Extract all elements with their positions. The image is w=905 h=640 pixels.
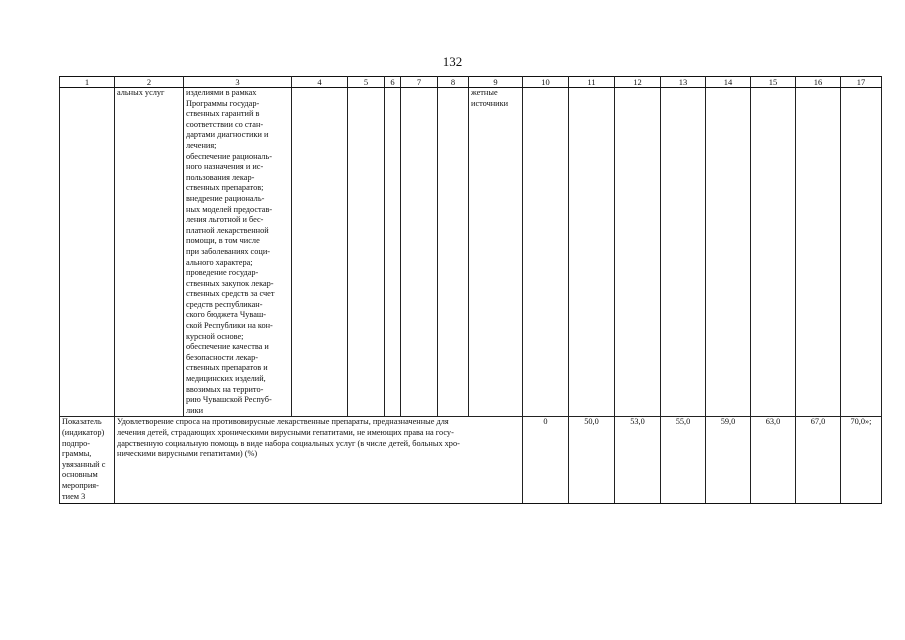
text-line: обеспечение качества и <box>186 342 269 352</box>
text-line: курсной основе; <box>186 331 244 341</box>
row1-col2-text: альных услуг <box>117 88 165 97</box>
row1-col7-cell <box>401 88 438 417</box>
row1-col6-cell <box>385 88 401 417</box>
text-line: увязанный с <box>62 459 106 469</box>
text-line: платной лекарственной <box>186 225 269 235</box>
text-line: Показатель <box>62 417 102 427</box>
text-line: ского бюджета Чуваш- <box>186 310 267 320</box>
row1-col3-cell <box>184 88 292 417</box>
row1-col17-cell <box>841 88 882 417</box>
indicator-value: 53,0 <box>615 417 661 504</box>
header-cell: 6 <box>385 77 401 88</box>
text-line: ственных препаратов; <box>186 183 264 193</box>
indicator-value: 70,0»; <box>841 417 882 504</box>
text-line: ального характера; <box>186 257 253 267</box>
text-line: ных моделей предостав- <box>186 204 273 214</box>
header-cell: 12 <box>615 77 661 88</box>
text-line: Удовлетворение спроса на противовирусные лекарственные препараты, предназначенные для <box>117 417 449 427</box>
program-table <box>59 76 882 504</box>
text-line: лечения; <box>186 140 217 150</box>
indicator-value: 0 <box>523 417 569 504</box>
header-cell: 16 <box>796 77 841 88</box>
header-cell: 4 <box>292 77 348 88</box>
header-cell: 8 <box>438 77 469 88</box>
row1-col3-lines <box>186 88 289 416</box>
header-cell: 14 <box>706 77 751 88</box>
header-cell: 17 <box>841 77 882 88</box>
row1-col10-cell <box>523 88 569 417</box>
text-line: медицинских изделий, <box>186 374 266 384</box>
text-line: средств республикан- <box>186 299 263 309</box>
text-line: (индикатор) <box>62 428 105 437</box>
row1-col13-cell <box>661 88 706 417</box>
text-line: источники <box>471 98 509 108</box>
text-line: ввозимых на террито- <box>186 384 264 394</box>
indicator-value: 59,0 <box>706 417 751 504</box>
text-line: помощи, в том числе <box>186 236 260 246</box>
indicator-description-cell <box>115 417 523 504</box>
page-number: 132 <box>442 54 463 69</box>
text-line: ственных гарантий в <box>186 109 260 119</box>
row1-col8-cell <box>438 88 469 417</box>
row1-col1-cell <box>60 88 115 417</box>
header-cell: 15 <box>751 77 796 88</box>
row1-col2-cell <box>115 88 184 417</box>
text-line: изделиями в рамках <box>186 88 257 97</box>
text-line: дарственную социальную помощь в виде набора социальных услуг (в числе детей, больных хро- <box>117 438 460 448</box>
text-line: ственных препаратов и <box>186 363 268 373</box>
text-line: жетные <box>471 88 498 97</box>
row1-col4-cell <box>292 88 348 417</box>
row1-col5-cell <box>348 88 385 417</box>
header-cell: 1 <box>60 77 115 88</box>
indicator-value: 63,0 <box>751 417 796 504</box>
table-row <box>60 417 882 504</box>
header-cell: 7 <box>401 77 438 88</box>
header-cell: 9 <box>469 77 523 88</box>
indicator-value: 55,0 <box>661 417 706 504</box>
text-line: ническими вирусными гепатитами) (%) <box>117 449 258 459</box>
row1-col14-cell <box>706 88 751 417</box>
indicator-label-cell <box>60 417 115 504</box>
text-line: граммы, <box>62 449 92 459</box>
text-line: безопасности лекар- <box>186 352 259 362</box>
table-row <box>60 88 882 417</box>
text-line: обеспечение рациональ- <box>186 151 272 161</box>
row1-col9-cell <box>469 88 523 417</box>
text-line: при заболеваниях соци- <box>186 246 271 256</box>
text-line: мероприя- <box>62 480 99 490</box>
text-line: ской Республики на кон- <box>186 321 273 331</box>
header-cell: 3 <box>184 77 292 88</box>
row1-col12-cell <box>615 88 661 417</box>
indicator-value: 50,0 <box>569 417 615 504</box>
text-line: дартами диагностики и <box>186 130 269 140</box>
text-line: соответствии со стан- <box>186 119 264 129</box>
header-row <box>60 77 882 88</box>
text-line: ственных средств за счет <box>186 289 275 299</box>
text-line: ного назначения и ис- <box>186 162 264 172</box>
text-line: ственных закупок лекар- <box>186 278 274 288</box>
header-cell: 10 <box>523 77 569 88</box>
header-cell: 11 <box>569 77 615 88</box>
text-line: рию Чувашской Респуб- <box>186 395 272 405</box>
text-line: внедрение рациональ- <box>186 193 265 203</box>
row1-col15-cell <box>751 88 796 417</box>
text-line: пользования лекар- <box>186 172 255 182</box>
row1-col16-cell <box>796 88 841 417</box>
row1-col11-cell <box>569 88 615 417</box>
header-cell: 13 <box>661 77 706 88</box>
header-cell: 2 <box>115 77 184 88</box>
text-line: тием 3 <box>62 491 86 501</box>
text-line: лики <box>186 405 204 415</box>
header-cell: 5 <box>348 77 385 88</box>
text-line: проведение государ- <box>186 268 259 278</box>
text-line: ления льготной и бес- <box>186 215 264 225</box>
indicator-value: 67,0 <box>796 417 841 504</box>
text-line: Программы государ- <box>186 98 260 108</box>
text-line: подпро- <box>62 438 91 448</box>
text-line: основным <box>62 470 98 480</box>
text-line: лечения детей, страдающих хроническими вирусными гепатитами, не имеющих права на госу- <box>117 428 454 437</box>
